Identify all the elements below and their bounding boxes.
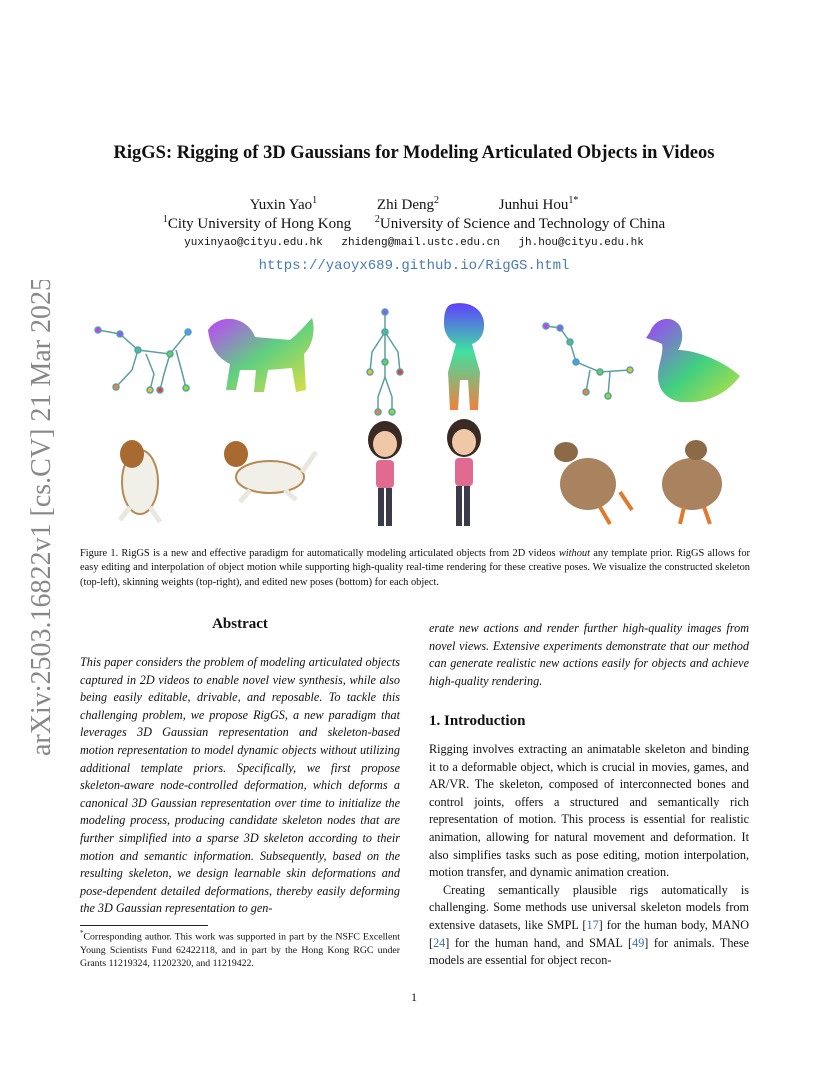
author: Yuxin Yao$^1$ — [249, 195, 318, 213]
abstract-continued: erate new actions and render further high-quality images from novel views. Extensive experiments demonstrate that our method can generate realistic new actions easily for objects and achieve high-quality rendering. — [429, 621, 749, 688]
affiliation: $^1$City University of Hong Kong — [162, 214, 352, 232]
footnote: *Corresponding author. This work was supported in part by the NSFC Excellent Young Scientists Fund 62422118, and in part by the Hong Kong RGC under Grants 11219324, 11202320, and 11219422. — [80, 929, 400, 970]
human-weights-graphic — [444, 303, 484, 410]
figure-1-image — [80, 292, 750, 537]
human-skeleton-graphic — [367, 309, 403, 415]
girl-pose-photo-2 — [447, 419, 481, 526]
affiliation: $^2$University of Science and Technology of China — [374, 214, 666, 232]
dog-pose-photo-1 — [120, 440, 160, 522]
affiliation-list — [0, 214, 828, 233]
intro-paragraph-2: Creating semantically plausible rigs automatically is challenging. Some methods use universal skeleton models from extensive datasets, like SMPL [17] for the human body, MANO [24] for the human hand, and SMAL [49] for animals. These models are essential for object recon- — [429, 882, 750, 968]
abstract-heading: Abstract — [212, 616, 268, 632]
figure-1-caption: Figure 1. RigGS is a new and effective paradigm for automatically modeling articulated objects from 2D videos without any template prior. RigGS allows for easy editing and interpolation of object motion while supporting high-quality real-time rendering for these creative poses. We visualize the constructed skeleton (top-left), skinning weights (top-right), and edited new poses (bottom) for each object. — [80, 548, 750, 588]
citation-link[interactable]: 49 — [632, 935, 645, 950]
page-number: 1 — [411, 990, 417, 1004]
dog-weights-graphic — [208, 318, 314, 392]
paper-title: RigGS: Rigging of 3D Gaussians for Modeling Articulated Objects in Videos — [113, 143, 715, 163]
duck-weights-graphic — [646, 319, 740, 402]
email: zhideng@mail.ustc.edu.cn — [341, 237, 500, 249]
duck-skeleton-graphic — [543, 323, 633, 399]
footnote-rule — [80, 925, 208, 926]
citation-link[interactable]: 24 — [433, 935, 446, 950]
arxiv-side-label — [6, 280, 62, 760]
email: jh.hou@cityu.edu.hk — [518, 237, 644, 249]
citation-link[interactable]: 17 — [586, 917, 599, 932]
email-list — [0, 237, 828, 249]
abstract-body: This paper considers the problem of modeling articulated objects captured in 2D videos to enable novel view synthesis, while also being easily editable, drivable, and reposable. To tackle this challenging problem, we propose RigGS, a new paradigm that leverages 3D Gaussian representation and skeleton-based motion representation to model dynamic objects without utilizing additional template priors. Specifically, we first propose skeleton-aware node-controlled deformation, which deforms a canonical 3D Gaussian representation over time to initialize the modeling process, producing candidate skeleton nodes that are further simplified into a sparse 3D skeleton according to their motion and semantic information. Subsequently, based on the resulting skeleton, we design learnable skin deformations and pose-dependent detailed deformations, thereby easily deforming the 3D Gaussian representation to gen- — [80, 655, 400, 916]
dog-pose-photo-2 — [224, 441, 316, 502]
duck-pose-photo-1 — [554, 442, 632, 524]
author: Junhui Hou$^{1*}$ — [498, 195, 579, 213]
email: yuxinyao@cityu.edu.hk — [184, 237, 323, 249]
author-list — [0, 195, 828, 214]
dog-skeleton-graphic — [95, 327, 191, 393]
introduction-body — [429, 741, 749, 970]
arxiv-identifier: arXiv:2503.16822v1 [cs.CV] 21 Mar 2025 — [26, 280, 57, 756]
duck-pose-photo-2 — [662, 440, 722, 524]
author: Zhi Deng$^2$ — [376, 195, 439, 213]
intro-paragraph-1: Rigging involves extracting an animatable skeleton and binding it to a deformable object, which is crucial in movies, games, and AR/VR. The skeleton, composed of interconnected bones and control joints, offers a structured and semantically rich representation of motion. This process is essential for realistic animation, allowing for natural movement and deformation. It also simplifies tasks such as pose editing, motion interpolation, motion transfer, and dynamic animation creation. — [429, 742, 749, 880]
girl-pose-photo-1 — [368, 421, 402, 526]
introduction-heading: 1. Introduction — [429, 713, 526, 729]
project-url-link[interactable]: https://yaoyx689.github.io/RigGS.html — [258, 258, 570, 274]
